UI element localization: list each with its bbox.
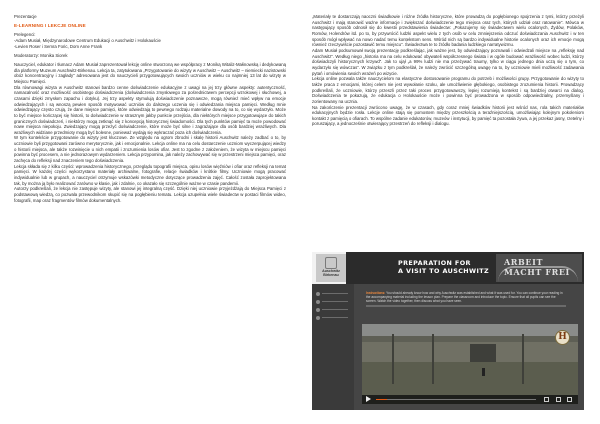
left-paragraph: Nauczyciel, edukator i tłumacz Adam Musiał zaprezentował lekcję online stworzoną we współpracy z Moniką Witaliz-Małinowską i dedykowaną dla platformy Muzeum Auschwitz-Birkenau. Lekcja ta, zatytułowana „Przygotowanie do wizyty w Auschwitz – Auschwitz – niemiecki nazistowski obóz koncentracyjny i zagłady” adresowana jest do nauczycieli przygotowujących swoich uczniów w wieku co najmniej 13 lat do wizyty w Miejscu Pamięci. — [14, 61, 287, 84]
text-line — [366, 305, 566, 306]
lesson-sidebar — [312, 284, 354, 410]
left-body — [14, 62, 286, 203]
right-paragraph: Na zakończenie prezentacji zwrócono uwagę, że w czasach, gdy coraz mniej świadków historii jest wśród nas, rola takich materiałów edukacyjnych będzie rosła. Lekcje online stają się pomostem między przeszłością a teraźniejszością, umożliwiając kolejnym pokoleniom kontakt z pamięcią o ofiarach. To wspólne zadanie edukatorów, muzeów i instytucji, by pamięć ta pozostała żywa, a jej przekaz jasny, rzetelny i poruszający, a jednocześnie otwierający przestrzeń do refleksji i dialogu. — [312, 104, 584, 127]
speaker-1: -Adam Musiał, Międzynarodowe Centrum Edukacji o Auschwitz i Holokauście — [14, 37, 161, 43]
history-channel-icon: H — [555, 330, 570, 345]
fullscreen-icon[interactable] — [567, 397, 572, 402]
lesson-screenshot — [312, 252, 584, 410]
nav-item[interactable] — [322, 293, 348, 294]
gate-sign: ARBEIT MACHT FREI — [504, 257, 570, 277]
video-figure — [482, 368, 485, 376]
left-column — [14, 14, 286, 203]
nav-dot-icon[interactable] — [316, 316, 320, 320]
fence-post — [392, 334, 394, 384]
right-paragraph: Lekcja online pozwala także nauczycielom na elastyczne dostosowanie programu do potrzeb i możliwości grupy. Przygotowanie do wizyty to także praca z emocjami, której celem nie jest wywołanie szoku, ale umożliwienie głębokiego, osobistego zrozumienia historii. Prowadzący podkreślali, że uczniowie, którzy przeszli przez taki proces przygotowawczy, lepiej rozumieją kontekst i są bardziej otwarci na dialog. Doświadczenia te pokazują, że edukacja o Holokauście może i powinna być prowadzona w sposób odpowiedzialny, przemyślany i zorientowany na ucznia. — [312, 76, 584, 104]
left-paragraph: W tym kontekście przygotowanie do wizyty jest kluczowe. Ze względu na ogrom zbrodni i skalę historii Auschwitz należy zadbać o to, by uczniowie byli przygotowani zarówno merytorycznie, jak i emocjonalnie. Lekcja online ma na celu dostarczenie uczniom wyczerpującej wiedzy o historii miejsca, ale także rozwinięcie u nich empatii i zrozumienia losów ofiar. Jest to zgodne z założeniem, że wizyta w miejscu pamięci powinna być procesem, a nie jednorazowym wydarzeniem. Lekcja przypomina, jak należy zachowywać się w przestrzeni miejsca pamięci, oraz zachęca do refleksji nad znaczeniem tego doświadczenia. — [14, 135, 287, 164]
right-body — [312, 14, 584, 127]
instructions-label: Instructions: — [366, 291, 386, 295]
article-title: E-LEARNING I LEKCJE ONLINE — [14, 23, 86, 29]
moderator: Moderatorzy: Monika Siorek — [14, 52, 68, 58]
right-paragraph: „Materiały te dostarczają naoczni świadkowie i różne źródła historyczne, które prowadzą do pogłębionego spojrzenia z tymi, którzy przeżyli Auschwitz i mają stanowić ważne informacje i zwiększać doświadczenie tego miejsca oraz tych, których udział oraz ratowanie”. Mówca w następujący sposób odnosił się do kwestii przedstawienia świadectw: „Pokazujemy się świadectwem wielu ocalonych, Żydów, Polaków, Romów, Holendrów itd. po to, by przywrócić ludzki aspekt wielu z tych osób w celu zmniejszenia odczuć doświadczania Auschwitz i w ten sposób mógł wpływać na nowo nadać temu kontekstom sens. Wśród nich są bardzo indywidualne historie ocalonych oraz ich emocje mogą również rzeczywiście pozostawić temu miejscu”. Świadectwa te to źródło badania ludzkiego narratywizmu. — [312, 14, 584, 48]
settings-icon[interactable] — [556, 397, 561, 402]
instructions — [366, 291, 566, 307]
nav-item[interactable] — [322, 301, 348, 302]
fence-post — [432, 334, 434, 384]
nav-item[interactable] — [322, 309, 348, 310]
logo-icon — [325, 257, 337, 269]
site-header — [312, 252, 584, 284]
fence-post — [522, 334, 524, 384]
video-progress-fill — [376, 399, 387, 400]
lesson-banner — [346, 252, 584, 284]
left-paragraph: Dla równowagi wizyta w Auschwitz stanowi bardzo cenne doświadczenie edukacyjne z uwagi na jej trzy główne aspekty: autentyczność, namacalność oraz możliwość osobistego doświadczenia (doświadczenia zmysłowego za pośrednictwem percepcji wzrokowej i słuchowej, a czasami dzięki zmysłom zapachu i dotyku). Jej trzy aspekty stymulują doświadczenie poznawcze, mogą również mieć wpływ na emocje odwiedzających i są wnoszą pewien sposób motywować uczniów do dalszego uczenia się i odwiedzania miejsca pamięci. Według mnie odwiedzający często czują, że dane miejsce pamięci, które odwiedzają to pewnego rodzaju materialne dowody na to, co się wydarzyło. Może to być miejsce kończącej się historii, to doświadczenie w strasznym jakby punkcie przejścia, dla niektórych miejsce przygotowujące do takich granicznych doświadczeń, i niektórzy mogą zetknąć się z koncepcją historycznej świadomości. Dla tych punktów pamięć ta może powodować nowe miejsca niepokoju. Zwiedzający mogą przeżyć doświadczenie, które może być silne i zagrażające dla osób bardziej wrażliwych. Dla wrażliwych widziane przedmioty mogą być bolesne, ponieważ wydają się wykraczać poza ich doświadczenia. — [14, 84, 286, 135]
video-progress-bar[interactable] — [376, 399, 536, 400]
video-player[interactable] — [362, 324, 578, 404]
gate-photo — [496, 254, 582, 282]
left-paragraph: Autorzy podkreślali, że lekcja nie zastępuje wizyty, ale stanowi jej integralną część. Dzięki niej uczniowie przyjeżdżają do Miejsca Pamięci z podstawową wiedzą, co pozwala przewodnikom skupić się na pogłębieniu tematu. Lekcja uzupełnia wiele świadectw w postaci filmów wideo, fotografii, map oraz fragmentów filmów dokumentalnych. — [14, 186, 286, 203]
museum-logo[interactable] — [316, 254, 346, 282]
left-paragraph: Lekcja składa się z kilku części: wprowadzenia historycznego, przeglądu topografii miejsca, opisu losów więźniów i ofiar oraz refleksji na temat pamięci. W każdej części wykorzystano materiały archiwalne, fotografie, relacje świadków i krótkie filmy. Uczniowie mogą pracować indywidualnie lub w grupach, a nauczyciel otrzymuje wskazówki metodyczne dotyczące prowadzenia zajęć. Całość została zaprojektowana tak, by można ją było realizować zarówno w klasie, jak i zdalnie, co okazało się szczególnie ważne w czasie pandemii. — [14, 163, 286, 186]
section-label: Prezentacje — [14, 14, 37, 19]
speakers-label: Prelegenci: — [14, 32, 36, 38]
banner-title — [398, 260, 489, 275]
banner-title-line-2: A VISIT TO AUSCHWITZ — [398, 266, 490, 275]
instructions-text: You should already know how and why Auschwitz was established and what it was used for. You can continue your reading in the accompanying material including the lesson plan. Prepare the classroom and introduce the topic. Ensure that all pupils can see the screen. Watch the video together, then discuss what you have seen. — [366, 291, 563, 304]
banner-title-line-1: PREPARATION FOR — [398, 259, 471, 267]
nav-dot-icon[interactable] — [316, 300, 320, 304]
nav-dot-icon[interactable] — [316, 308, 320, 312]
video-barracks-roof — [362, 336, 578, 342]
right-paragraph: Adam Musiał podsumował swoją prezentację podkreślając, jak ważne jest, by odwiedzający poznawali i odwiedzali miejsce na „refleksję nad Auschwitz”. Według niego „historia ma na celu edukować obywateli współczesnego świata i w ogóle budować wrażliwość wobec ludzi, którzy doświadczyli historycznych krzywd”. Jak to ujął „a 99% ludzi nie ma przeżywać traumy, tylko w ciągu jednego dnia uczą się o tym, co wydarzyło się wówczas”. W związku z tym podkreślał, że należy zwrócić szczególną uwagę na to, by uczniowie mieli możliwość zadawania pytań i omówienia swoich wrażeń po wizycie. — [312, 47, 584, 76]
play-icon[interactable] — [366, 396, 371, 402]
volume-icon[interactable] — [544, 397, 549, 402]
right-column — [312, 14, 584, 127]
nav-dot-icon[interactable] — [316, 292, 320, 296]
video-controls — [362, 395, 578, 404]
logo-text: Auschwitz Birkenau — [322, 269, 340, 277]
nav-item[interactable] — [322, 317, 348, 318]
speaker-2: -Levien Roser i Semra Foric, Dom Anne Frank — [14, 43, 103, 49]
lesson-content-panel — [354, 284, 584, 410]
